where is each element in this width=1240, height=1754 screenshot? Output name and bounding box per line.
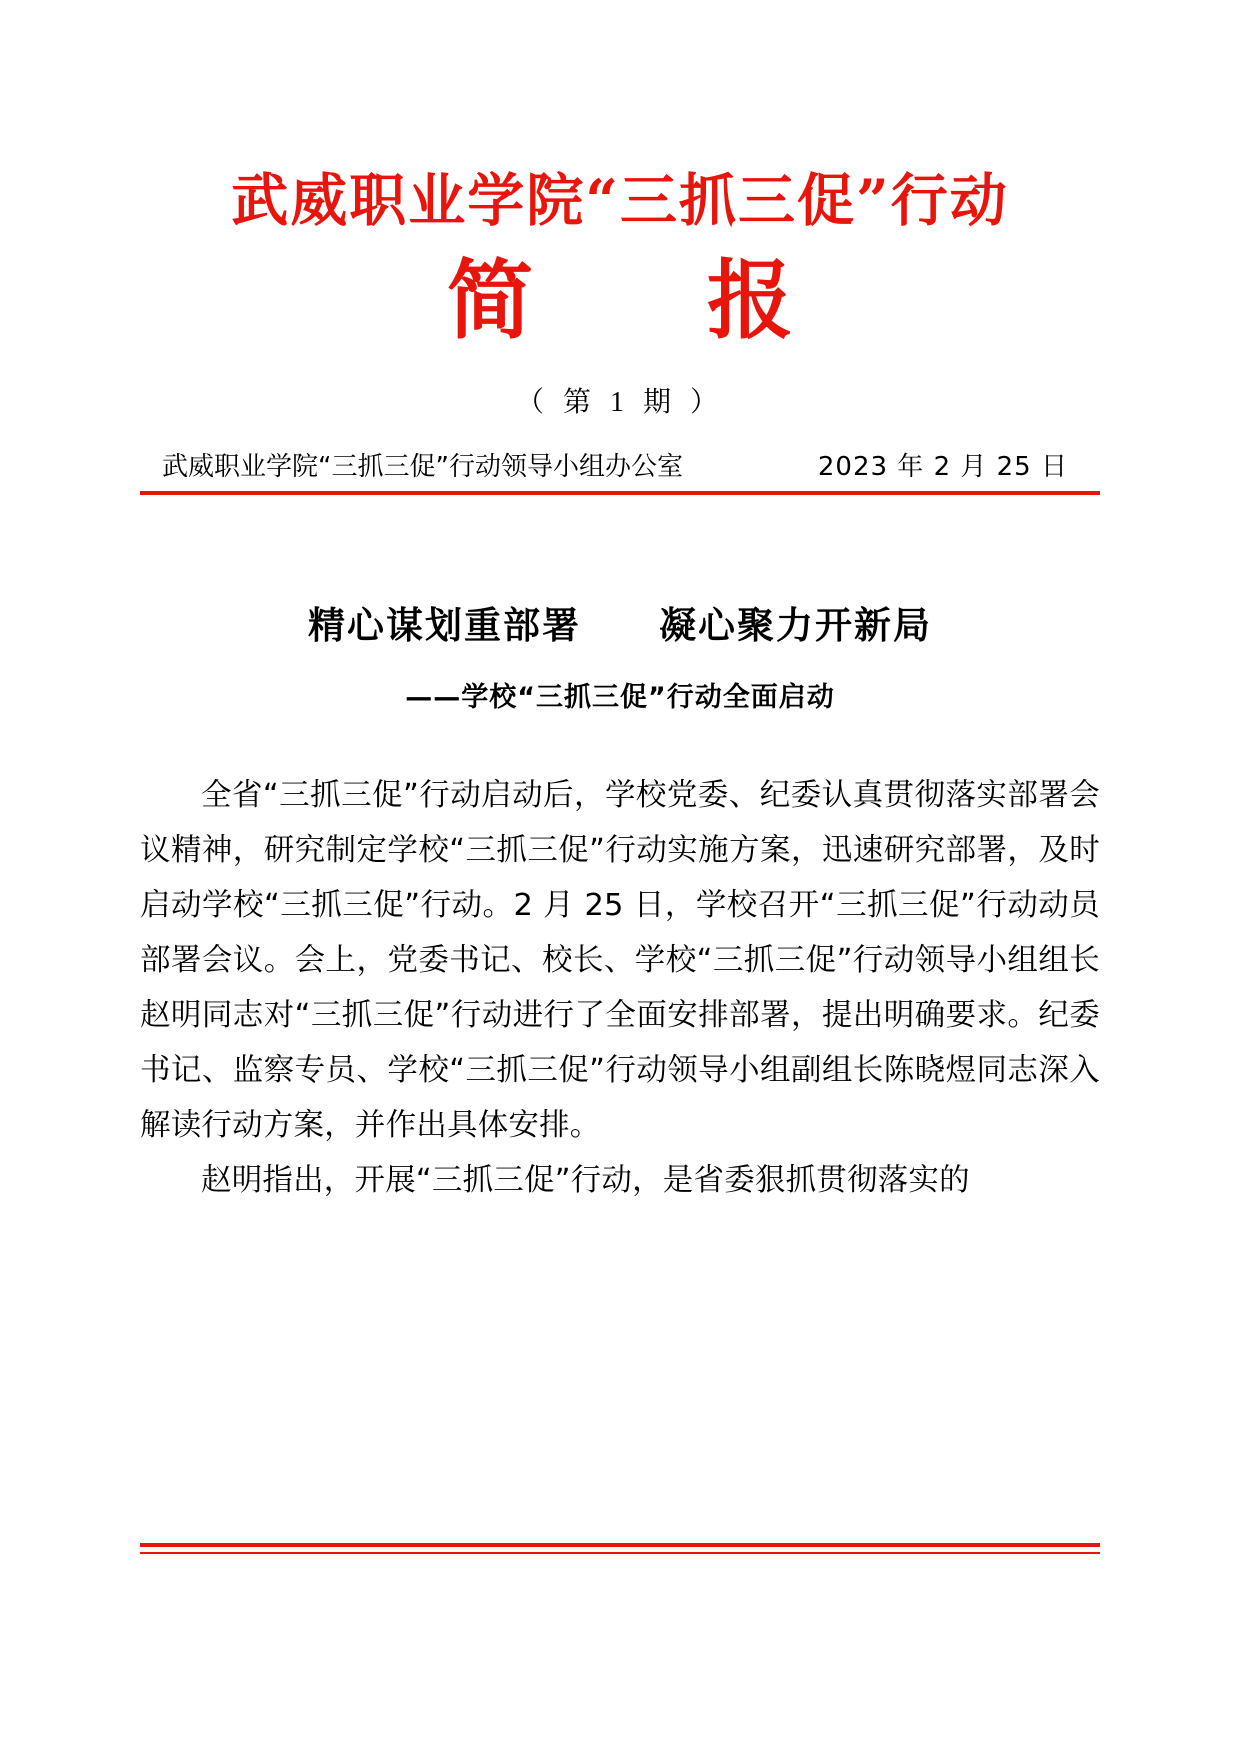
footer-rule-thin <box>140 1552 1100 1554</box>
article-body <box>140 768 1100 1208</box>
body-paragraph-1: 全省“三抓三促”行动启动后，学校党委、纪委认真贯彻落实部署会议精神，研究制定学校“三抓三促”行动实施方案，迅速研究部署，及时启动学校“三抓三促”行动。2 月 25 日，学校召开“三抓三促”行动动员部署会议。会上，党委书记、校长、学校“三抓三促”行动领导小组组长赵明同志对“三抓三促”行动进行了全面安排部署，提出明确要求。纪委书记、监察专员、学校“三抓三促”行动领导小组副组长陈晓煜同志深入解读行动方案，并作出具体安排。 <box>140 778 1100 1144</box>
masthead-title-line1: 武威职业学院“三抓三促”行动 <box>231 167 1009 234</box>
footer-rule-thick <box>140 1543 1100 1547</box>
masthead-byline <box>140 446 1100 489</box>
issue-number: （ 第 1 期 ） <box>515 387 724 419</box>
issue-date: 2023 年 2 月 25 日 <box>817 452 1068 483</box>
masthead <box>140 167 1100 354</box>
article-title: 精心谋划重部署 凝心聚力开新局 <box>308 603 932 648</box>
issuing-office: 武威职业学院“三抓三促”行动领导小组办公室 <box>162 452 683 483</box>
body-paragraph-2: 赵明指出，开展“三抓三促”行动，是省委狠抓贯彻落实的 <box>201 1163 970 1199</box>
footer-rules <box>140 1543 1100 1554</box>
article-subtitle: ——学校“三抓三促”行动全面启动 <box>405 682 835 714</box>
masthead-title-line2: 简 报 <box>447 249 837 351</box>
masthead-red-rule <box>140 491 1100 495</box>
